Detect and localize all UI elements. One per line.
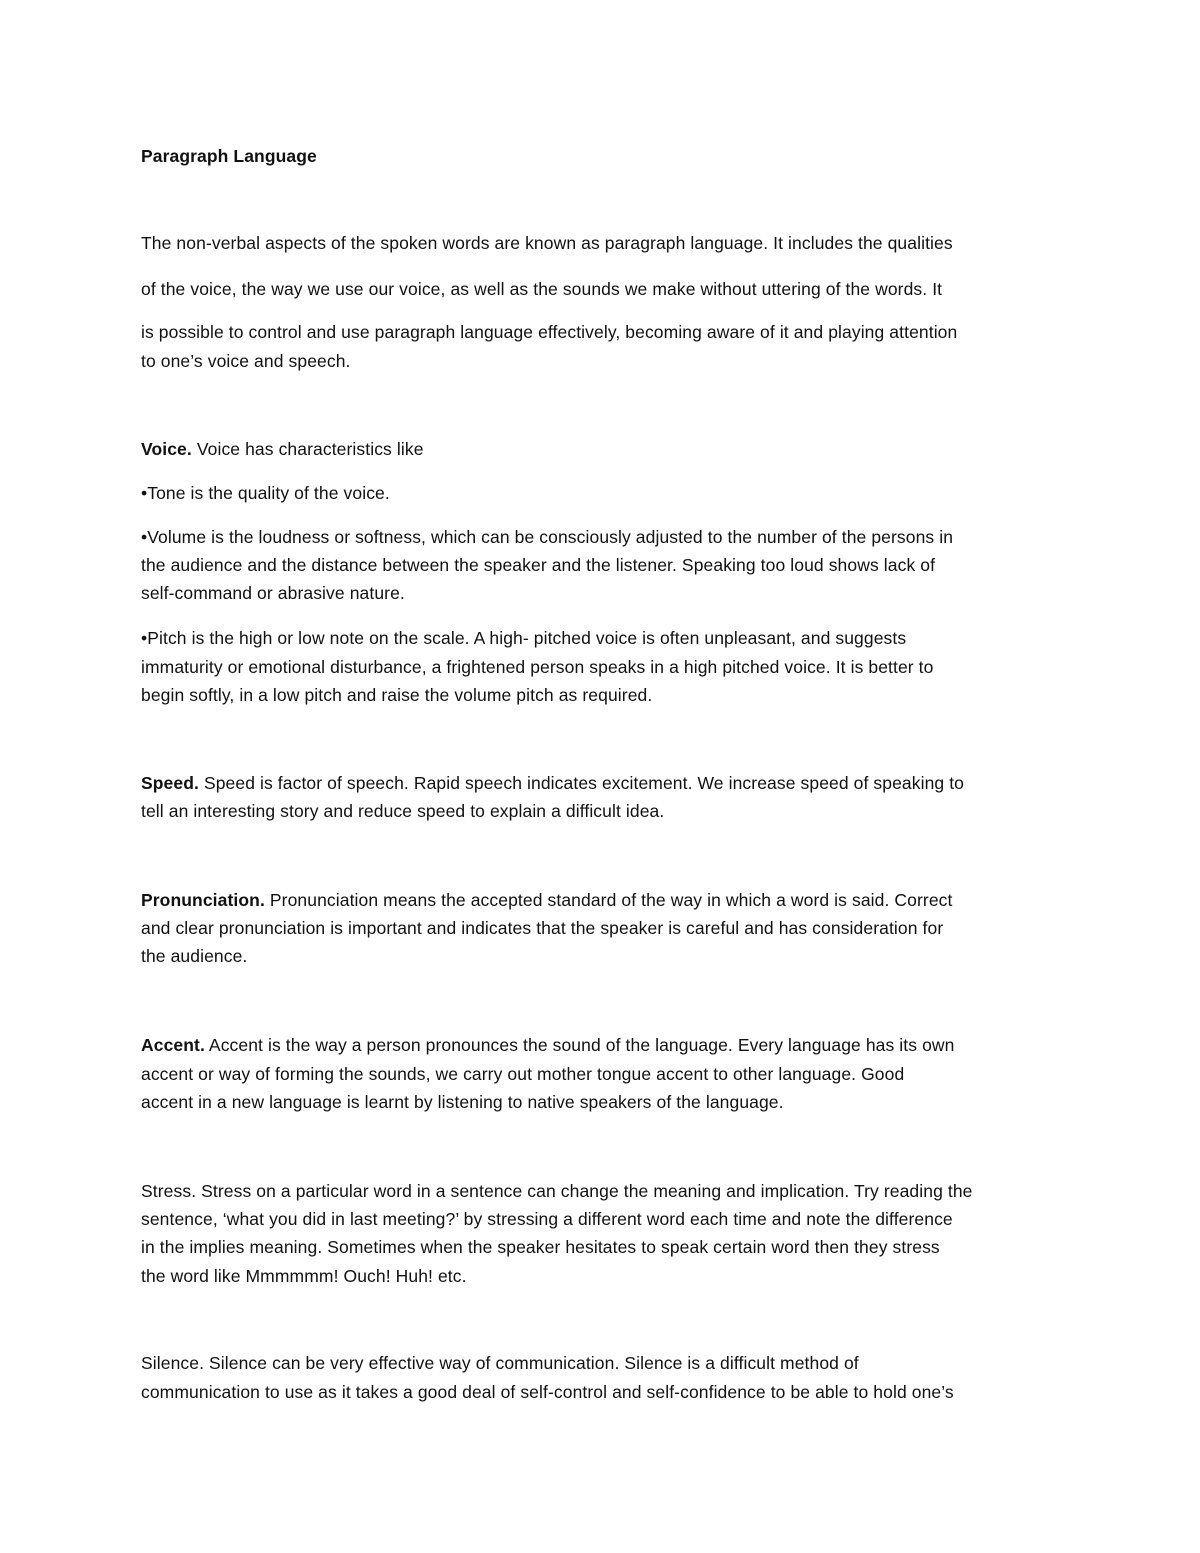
- stress-line: Stress. Stress on a particular word in a sentence can change the meaning and implication. Try reading the: [141, 1181, 973, 1201]
- intro-line: is possible to control and use paragraph language effectively, becoming aware of it and playing attention: [141, 322, 958, 342]
- accent-heading: Accent.: [141, 1035, 205, 1055]
- accent-line: accent in a new language is learnt by listening to native speakers of the language.: [141, 1092, 784, 1112]
- intro-line: The non-verbal aspects of the spoken words are known as paragraph language. It includes the qualities: [141, 233, 953, 253]
- pronunciation-line: the audience.: [141, 946, 248, 966]
- voice-volume-bullet: •Volume is the loudness or softness, which can be consciously adjusted to the number of the persons in: [141, 527, 954, 547]
- pronunciation-first-line: Pronunciation means the accepted standard of the way in which a word is said. Correct: [264, 890, 953, 910]
- voice-lead: Voice has characteristics like: [191, 439, 424, 459]
- pronunciation-heading: Pronunciation.: [141, 890, 265, 910]
- voice-volume-line: self-command or abrasive nature.: [141, 583, 405, 603]
- silence-line: communication to use as it takes a good deal of self-control and self-confidence to be able to hold one’s: [141, 1382, 954, 1402]
- stress-line: sentence, ‘what you did in last meeting?’ by stressing a different word each time and note the difference: [141, 1209, 953, 1229]
- stress-line: in the implies meaning. Sometimes when the speaker hesitates to speak certain word then they stress: [141, 1237, 940, 1257]
- voice-pitch-line: immaturity or emotional disturbance, a frightened person speaks in a high pitched voice. It is better to: [141, 657, 934, 677]
- accent-first-line: Accent is the way a person pronounces the sound of the language. Every language has its own: [204, 1035, 955, 1055]
- speed-heading: Speed.: [141, 773, 199, 793]
- voice-pitch-line: begin softly, in a low pitch and raise the volume pitch as required.: [141, 685, 653, 705]
- speed-first-line: Speed is factor of speech. Rapid speech indicates excitement. We increase speed of speaking to: [198, 773, 965, 793]
- document-title: Paragraph Language: [141, 146, 317, 166]
- voice-pitch-bullet: •Pitch is the high or low note on the scale. A high- pitched voice is often unpleasant, and suggests: [141, 628, 907, 648]
- stress-line: the word like Mmmmmm! Ouch! Huh! etc.: [141, 1266, 467, 1286]
- voice-tone-bullet: •Tone is the quality of the voice.: [141, 483, 390, 503]
- accent-line: accent or way of forming the sounds, we carry out mother tongue accent to other language. Good: [141, 1064, 905, 1084]
- pronunciation-line: and clear pronunciation is important and indicates that the speaker is careful and has consideration for: [141, 918, 944, 938]
- voice-volume-line: the audience and the distance between the speaker and the listener. Speaking too loud shows lack of: [141, 555, 936, 575]
- speed-paragraph: [141, 771, 1081, 795]
- intro-line: of the voice, the way we use our voice, as well as the sounds we make without uttering of the words. It: [141, 279, 943, 299]
- silence-line: Silence. Silence can be very effective way of communication. Silence is a difficult method of: [141, 1353, 859, 1373]
- pronunciation-paragraph: [141, 888, 1081, 912]
- speed-line: tell an interesting story and reduce speed to explain a difficult idea.: [141, 801, 665, 821]
- accent-paragraph: [141, 1033, 1081, 1057]
- voice-heading: Voice.: [141, 439, 192, 459]
- voice-paragraph: [141, 437, 1081, 461]
- intro-line: to one’s voice and speech.: [141, 351, 351, 371]
